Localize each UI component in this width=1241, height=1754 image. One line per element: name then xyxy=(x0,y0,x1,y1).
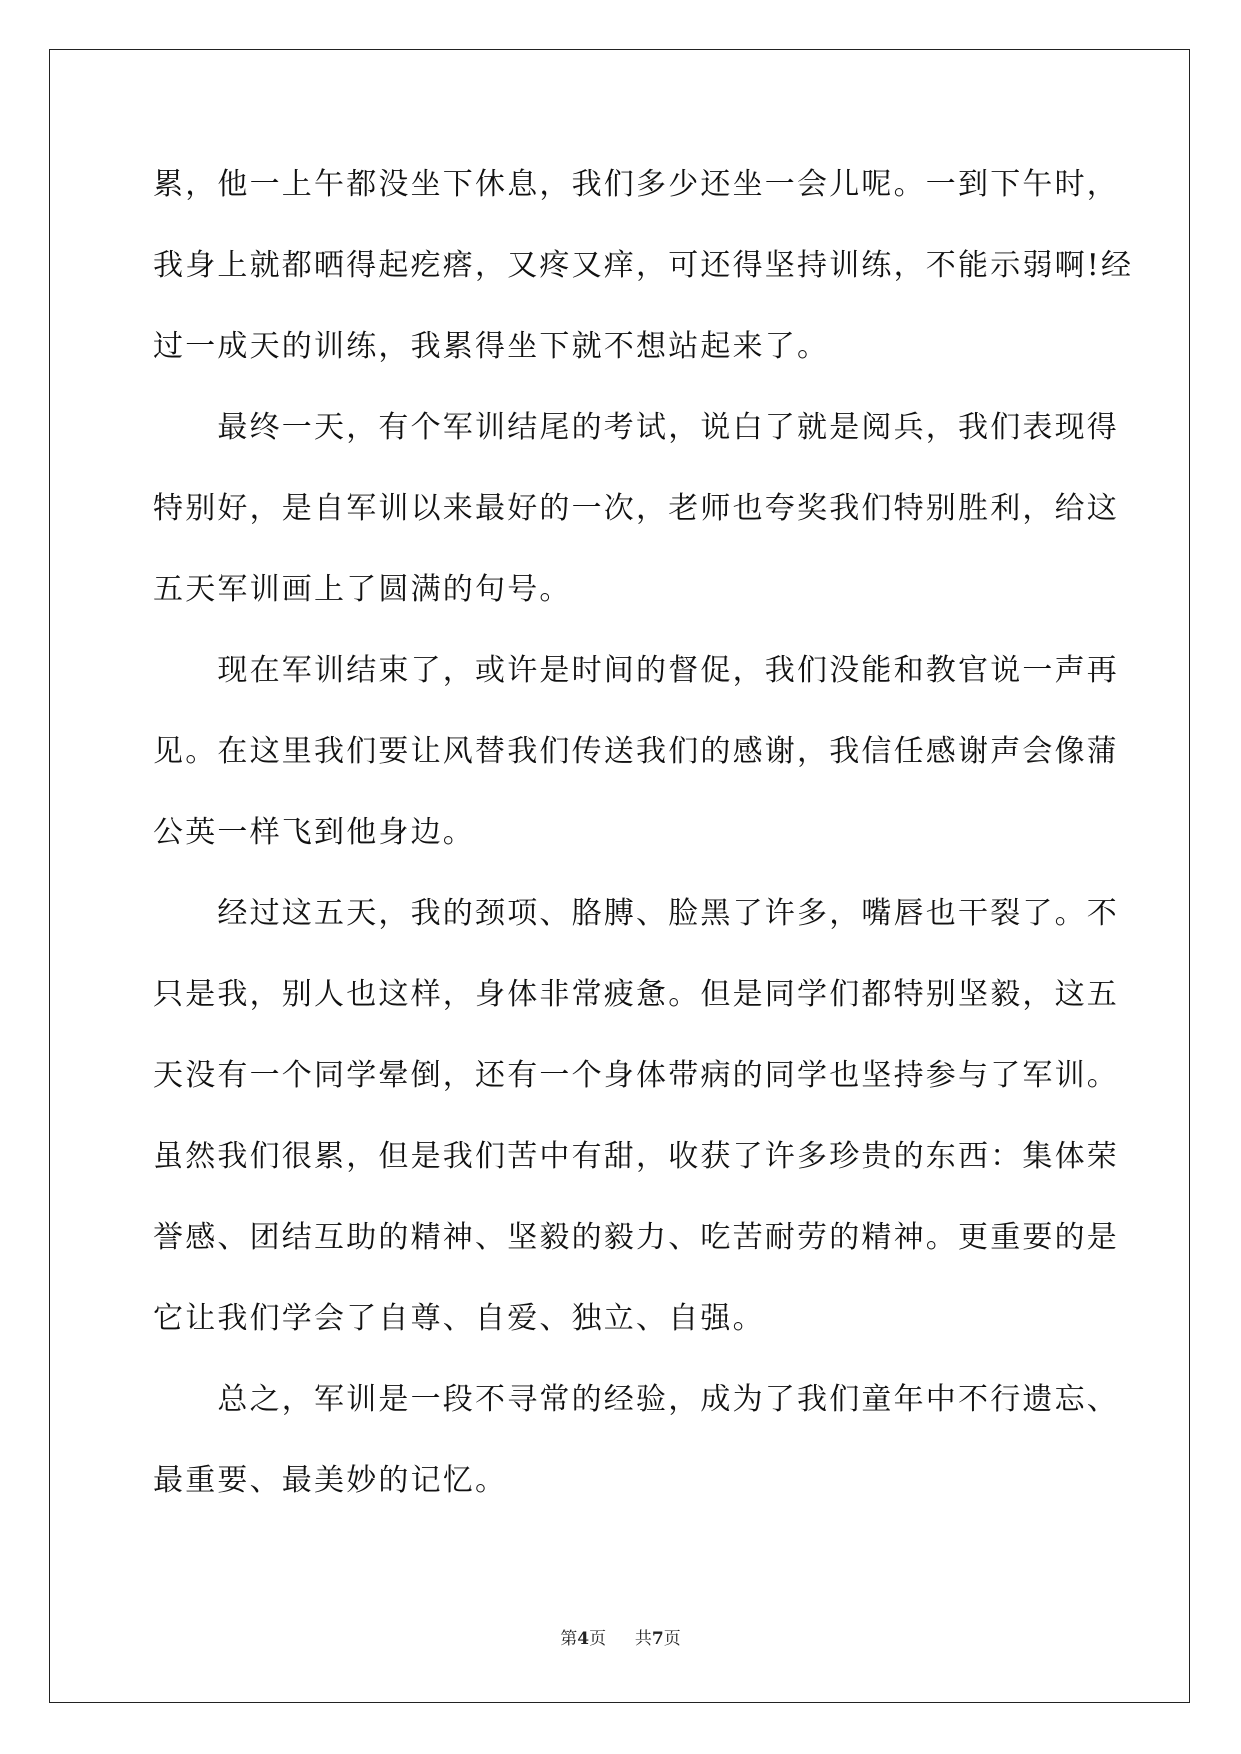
text-line: 最重要、最美妙的记忆。 xyxy=(153,1463,508,1498)
text-line: 天没有一个同学晕倒，还有一个身体带病的同学也坚持参与了军训。 xyxy=(153,1058,1119,1093)
total-page-number: 7 xyxy=(651,1629,664,1649)
text-line: 五天军训画上了圆满的句号。 xyxy=(153,572,572,607)
document-body xyxy=(153,163,1134,1540)
text-line: 经过这五天，我的颈项、胳膊、脸黑了许多，嘴唇也干裂了。不 xyxy=(153,896,1119,931)
current-page-number: 4 xyxy=(577,1629,590,1649)
text-line: 我身上就都晒得起疙瘩，又疼又痒，可还得坚持训练，不能示弱啊!经 xyxy=(153,248,1134,283)
text-line: 现在军训结束了，或许是时间的督促，我们没能和教官说一声再 xyxy=(153,653,1119,688)
page-prefix: 第 xyxy=(560,1629,578,1649)
text-line: 过一成天的训练，我累得坐下就不想站起来了。 xyxy=(153,329,830,364)
text-line: 誉感、团结互助的精神、坚毅的毅力、吃苦耐劳的精神。更重要的是 xyxy=(153,1220,1119,1255)
total-prefix: 共 xyxy=(634,1629,652,1649)
text-line: 公英一样飞到他身边。 xyxy=(153,815,475,850)
page-footer xyxy=(0,1624,1241,1649)
text-line: 特别好，是自军训以来最好的一次，老师也夸奖我们特别胜利，给这 xyxy=(153,491,1119,526)
text-line: 累，他一上午都没坐下休息，我们多少还坐一会儿呢。一到下午时， xyxy=(153,167,1119,202)
text-line: 它让我们学会了自尊、自爱、独立、自强。 xyxy=(153,1301,765,1336)
text-line: 虽然我们很累，但是我们苦中有甜，收获了许多珍贵的东西：集体荣 xyxy=(153,1139,1119,1174)
text-line: 最终一天，有个军训结尾的考试，说白了就是阅兵，我们表现得 xyxy=(153,410,1119,445)
page-suffix: 页 xyxy=(589,1629,607,1649)
text-line: 总之，军训是一段不寻常的经验，成为了我们童年中不行遗忘、 xyxy=(153,1382,1119,1417)
text-line: 见。在这里我们要让风替我们传送我们的感谢，我信任感谢声会像蒲 xyxy=(153,734,1119,769)
text-line: 只是我，别人也这样，身体非常疲惫。但是同学们都特别坚毅，这五 xyxy=(153,977,1119,1012)
page-number-label xyxy=(560,1624,606,1649)
total-pages-label xyxy=(635,1624,681,1649)
total-suffix: 页 xyxy=(663,1629,681,1649)
